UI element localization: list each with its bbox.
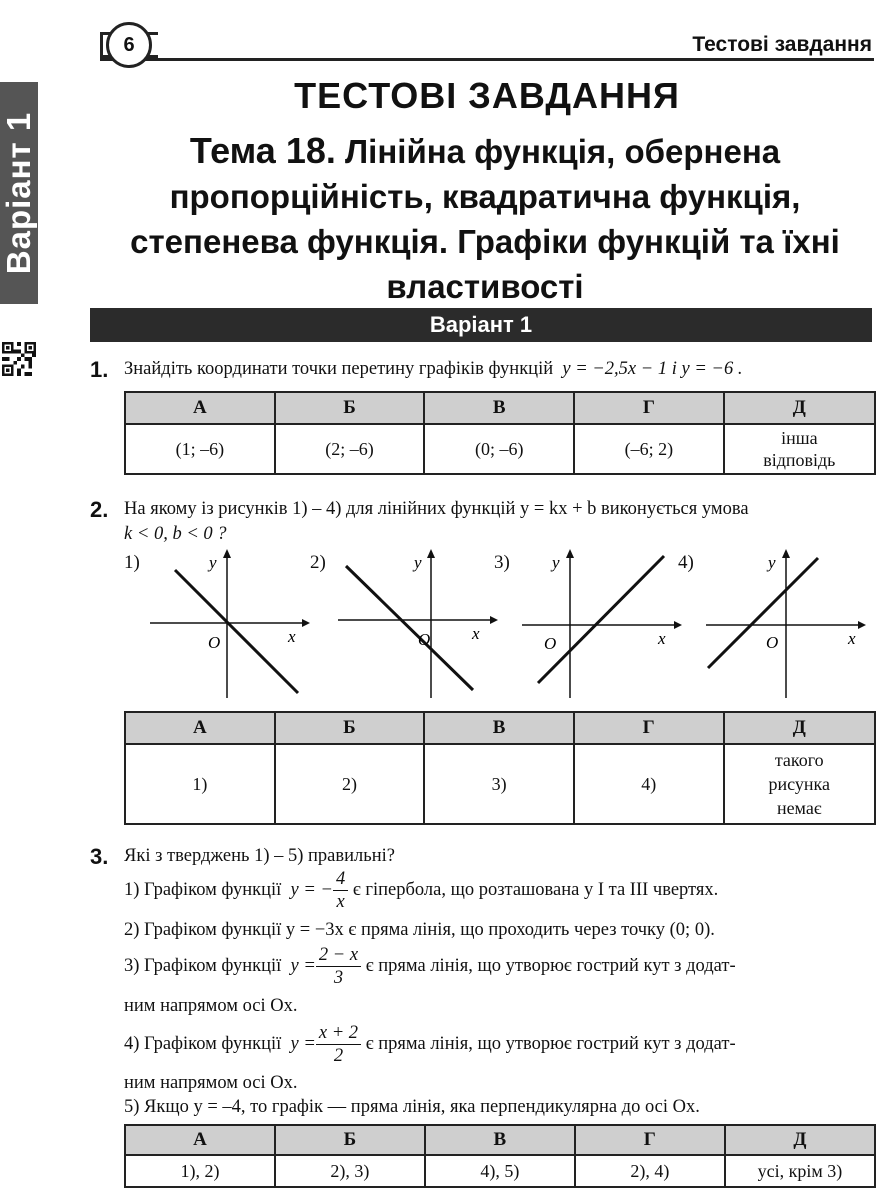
topic-number: Тема 18.: [189, 130, 336, 171]
topic-line-3: степенева функція. Графіки функцій та їхні: [130, 223, 840, 260]
q3-statement-1: [124, 868, 718, 913]
graph-4-origin: O: [766, 633, 779, 652]
q3-header-a: А: [125, 1125, 275, 1155]
q1-question: Знайдіть координати точки перетину графіків функцій: [124, 359, 554, 379]
q2-answer-b[interactable]: 2): [275, 744, 425, 824]
topic-title: [86, 128, 884, 309]
q3-header-d: Г: [575, 1125, 725, 1155]
q3-s1-fraction: [333, 868, 348, 913]
graph-2-y-label: y: [414, 553, 422, 572]
q1-answer-b[interactable]: (2; –6): [275, 424, 425, 474]
q3-s4-prefix: 4) Графіком функції: [124, 1033, 282, 1054]
main-title: ТЕСТОВІ ЗАВДАННЯ: [294, 75, 680, 116]
q1-answer-table: [124, 391, 876, 475]
topic-line-4: властивості: [386, 268, 584, 305]
q3-answer-table: [124, 1124, 876, 1188]
q2-question-line-2: k < 0, b < 0 ?: [124, 524, 227, 544]
graph-3-y-label: y: [552, 553, 560, 572]
q1-header-b: Б: [275, 392, 425, 424]
q3-s3-eq: y =: [290, 955, 316, 976]
running-header-title: Тестові завдання: [692, 33, 872, 56]
graph-2-x-label: x: [472, 624, 480, 643]
graph-3-x-label: x: [658, 629, 666, 648]
q3-answer-a[interactable]: 1), 2): [125, 1155, 275, 1187]
q3-s4-fraction: [316, 1022, 361, 1067]
q3-answer-c[interactable]: 4), 5): [425, 1155, 575, 1187]
page-number: 6: [106, 22, 152, 68]
q2-header-c: В: [424, 712, 574, 744]
graph-2: [338, 548, 498, 698]
q3-answer-d[interactable]: 2), 4): [575, 1155, 725, 1187]
q2-header-d: Г: [574, 712, 724, 744]
q1-header-c: В: [424, 392, 574, 424]
q3-s4-numerator: x + 2: [316, 1022, 361, 1045]
q3-answer-e[interactable]: усі, крім 3): [725, 1155, 875, 1187]
q3-statement-5: 5) Якщо y = –4, то графік — пряма лінія, яка перпендикулярна до осі Ox.: [124, 1097, 700, 1117]
q2-header-a: А: [125, 712, 275, 744]
graph-1: [150, 548, 310, 698]
graph-1-y-label: y: [209, 553, 217, 572]
q1-formula: y = −2,5x − 1 і y = −6 .: [562, 359, 743, 379]
q3-number: 3.: [90, 844, 109, 869]
q2-text: [124, 497, 879, 547]
q3-statement-3-cont: ним напрямом осі Ox.: [124, 996, 298, 1016]
header-rule: [100, 58, 874, 61]
q3-s3-denominator: 3: [333, 968, 344, 988]
sidebar-variant-tab: Варіант 1: [0, 82, 38, 304]
graph-1-x-label: x: [288, 627, 296, 646]
q1-answer-e[interactable]: інша відповідь: [724, 424, 875, 474]
topic-line-2: пропорційність, квадратична функція,: [169, 178, 801, 215]
q1-number: 1.: [90, 357, 109, 382]
q2-answer-table: [124, 711, 876, 825]
graph-4: [706, 548, 866, 698]
q3-statement-4: [124, 1022, 736, 1067]
graph-4-y-label: y: [768, 553, 776, 572]
q1-header-a: А: [125, 392, 275, 424]
q3-header-c: В: [425, 1125, 575, 1155]
q2-answer-e[interactable]: такого рисунка немає: [724, 744, 876, 824]
q3-s3-fraction: [316, 944, 361, 989]
graph-1-origin: O: [208, 633, 221, 652]
q2-number: 2.: [90, 497, 109, 522]
graph-1-label: 1): [124, 552, 140, 573]
q3-statement-2: 2) Графіком функції y = −3x є пряма лінія, що проходить через точку (0; 0).: [124, 920, 715, 940]
q3-answer-b[interactable]: 2), 3): [275, 1155, 425, 1187]
q2-answer-a[interactable]: 1): [125, 744, 275, 824]
q3-header-e: Д: [725, 1125, 875, 1155]
q3-s4-suffix: є пряма лінія, що утворює гострий кут з додат-: [365, 1033, 736, 1054]
q2-answer-d[interactable]: 4): [574, 744, 724, 824]
q1-answer-a[interactable]: (1; –6): [125, 424, 275, 474]
q2-header-b: Б: [275, 712, 425, 744]
graph-2-label: 2): [310, 552, 326, 573]
q3-s1-suffix: є гіпербола, що розташована у І та ІІІ чвертях.: [352, 879, 719, 900]
graph-3-label: 3): [494, 552, 510, 573]
graph-3: [522, 548, 682, 698]
q3-s1-denominator: x: [336, 892, 345, 912]
q1-answer-c[interactable]: (0; –6): [424, 424, 574, 474]
q3-s4-eq: y =: [290, 1033, 316, 1054]
graph-2-origin: O: [418, 630, 431, 649]
q3-s4-denominator: 2: [333, 1046, 344, 1066]
q3-question: Які з тверджень 1) – 5) правильні?: [124, 846, 395, 866]
q3-s1-eq: y = −: [290, 879, 333, 900]
q2-question-line-1: На якому із рисунків 1) – 4) для лінійних функцій y = kx + b виконується умова: [124, 499, 749, 519]
q3-s3-prefix: 3) Графіком функції: [124, 955, 282, 976]
q1-text: [124, 357, 742, 382]
q3-statement-3: [124, 944, 736, 989]
topic-line-1: Лінійна функція, обернена: [345, 133, 781, 170]
q1-header-d: Г: [574, 392, 724, 424]
q2-answer-c[interactable]: 3): [424, 744, 574, 824]
q3-s3-suffix: є пряма лінія, що утворює гострий кут з додат-: [365, 955, 736, 976]
graph-3-origin: O: [544, 634, 557, 653]
qr-code-icon: [2, 342, 36, 376]
q1-header-e: Д: [724, 392, 875, 424]
q3-s1-numerator: 4: [333, 868, 348, 891]
q3-statement-4-cont: ним напрямом осі Ox.: [124, 1073, 298, 1093]
q3-s1-prefix: 1) Графіком функції: [124, 879, 282, 900]
q2-header-e: Д: [724, 712, 876, 744]
q1-answer-d[interactable]: (–6; 2): [574, 424, 724, 474]
q3-header-b: Б: [275, 1125, 425, 1155]
graph-4-x-label: x: [848, 629, 856, 648]
q3-s3-numerator: 2 − x: [316, 944, 361, 967]
graph-4-label: 4): [678, 552, 694, 573]
variant-heading: Варіант 1: [90, 308, 872, 342]
